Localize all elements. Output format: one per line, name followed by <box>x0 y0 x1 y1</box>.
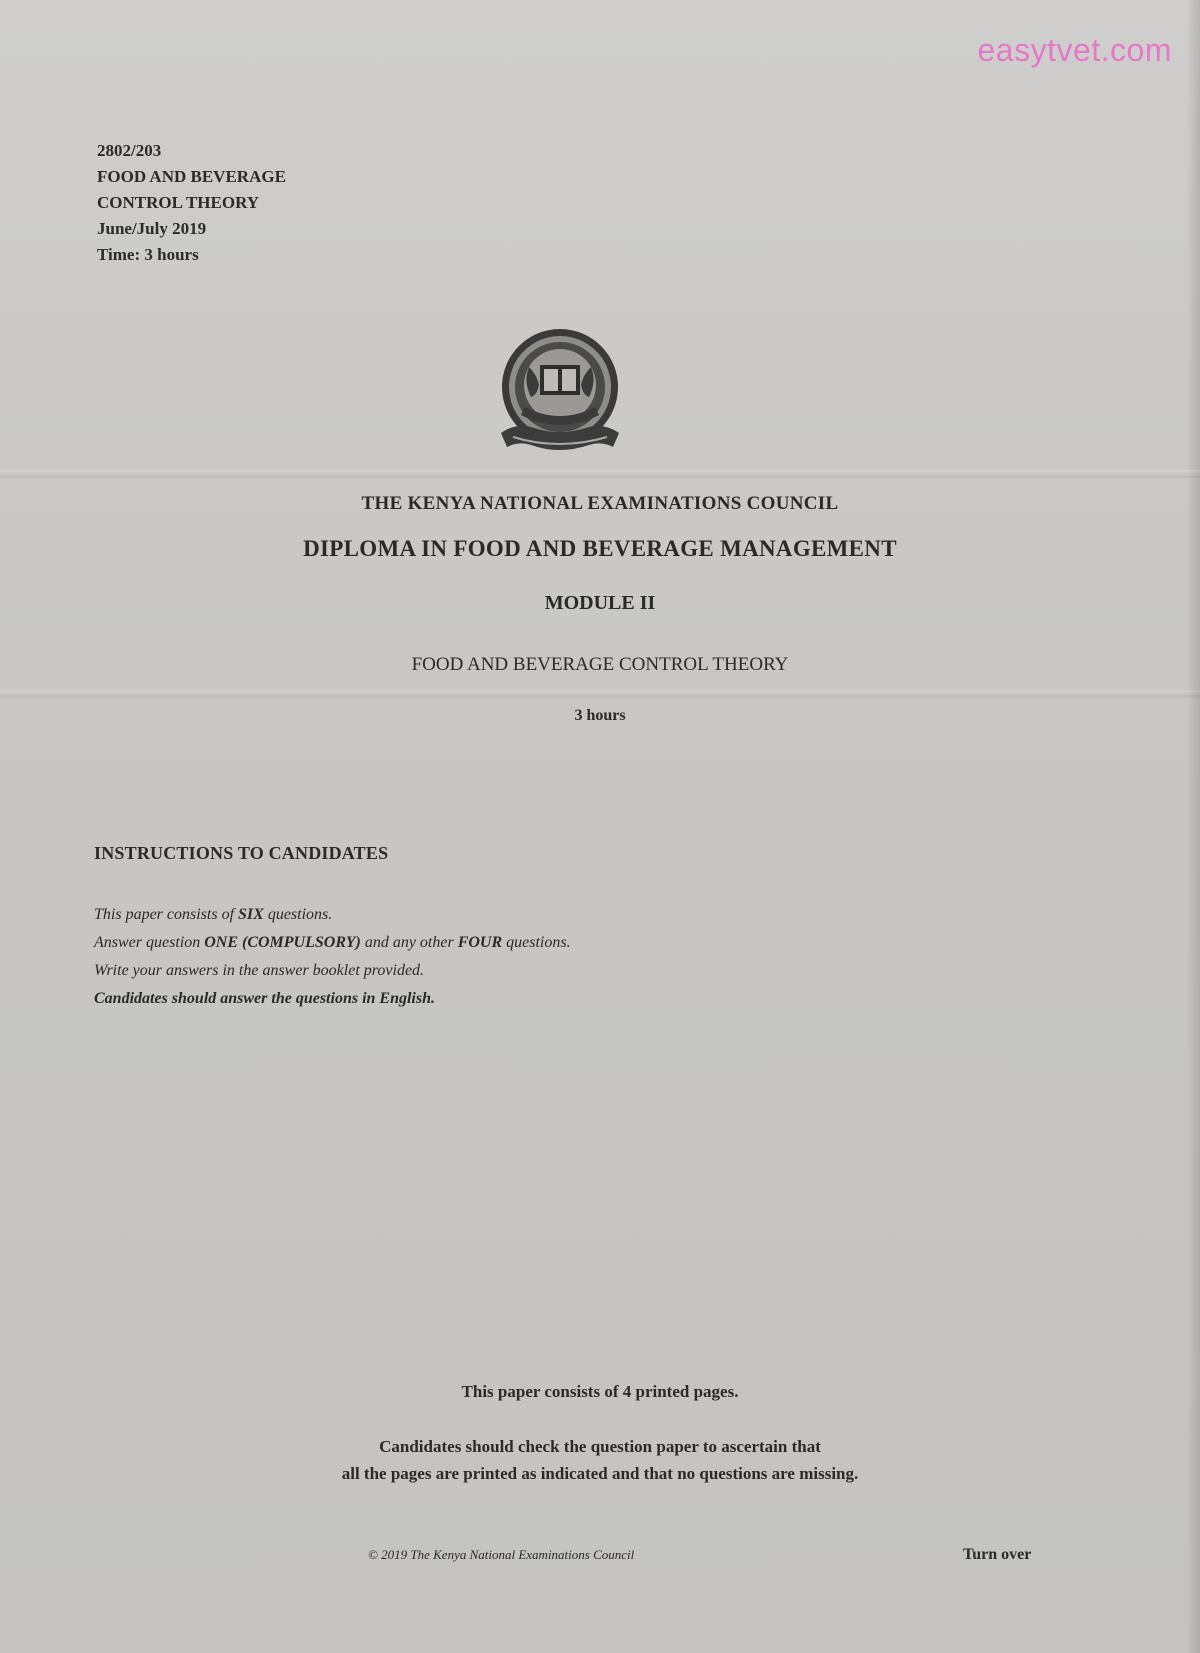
turn-over: Turn over <box>963 1546 1032 1563</box>
check-note: Candidates should check the question paper to ascertain that all the pages are printed as indicated and that no questions are missing. <box>341 1437 859 1483</box>
paper-fold <box>0 470 1200 478</box>
paper-subject-line2: CONTROL THEORY <box>97 193 260 212</box>
instructions-list <box>94 901 571 1013</box>
instruction-line: This paper consists of SIX questions. <box>94 906 333 923</box>
module-title: MODULE II <box>544 592 656 614</box>
exam-session: June/July 2019 <box>97 219 207 238</box>
watermark: easytvet.com <box>977 32 1172 68</box>
copyright: © 2019 The Kenya National Examinations Council <box>368 1547 635 1562</box>
instructions-heading: INSTRUCTIONS TO CANDIDATES <box>94 843 389 863</box>
instruction-line: Answer question ONE (COMPULSORY) and any other FOUR questions. <box>94 934 571 951</box>
page-edge-shadow <box>1186 0 1200 1653</box>
subject-title: FOOD AND BEVERAGE CONTROL THEORY <box>411 654 789 675</box>
pages-note: This paper consists of 4 printed pages. <box>461 1382 739 1401</box>
instruction-line: Candidates should answer the questions in English. <box>94 990 435 1007</box>
paper-code: 2802/203 <box>97 141 162 160</box>
duration: 3 hours <box>574 707 626 724</box>
paper-fold <box>0 690 1200 698</box>
diploma-title: DIPLOMA IN FOOD AND BEVERAGE MANAGEMENT <box>303 536 897 561</box>
paper-header <box>97 138 286 268</box>
instruction-line: Write your answers in the answer booklet provided. <box>94 962 425 979</box>
paper-subject-line1: FOOD AND BEVERAGE <box>97 167 286 186</box>
kenya-coat-of-arms-icon <box>493 325 627 467</box>
council-name: THE KENYA NATIONAL EXAMINATIONS COUNCIL <box>361 493 839 514</box>
exam-time: Time: 3 hours <box>97 245 199 264</box>
